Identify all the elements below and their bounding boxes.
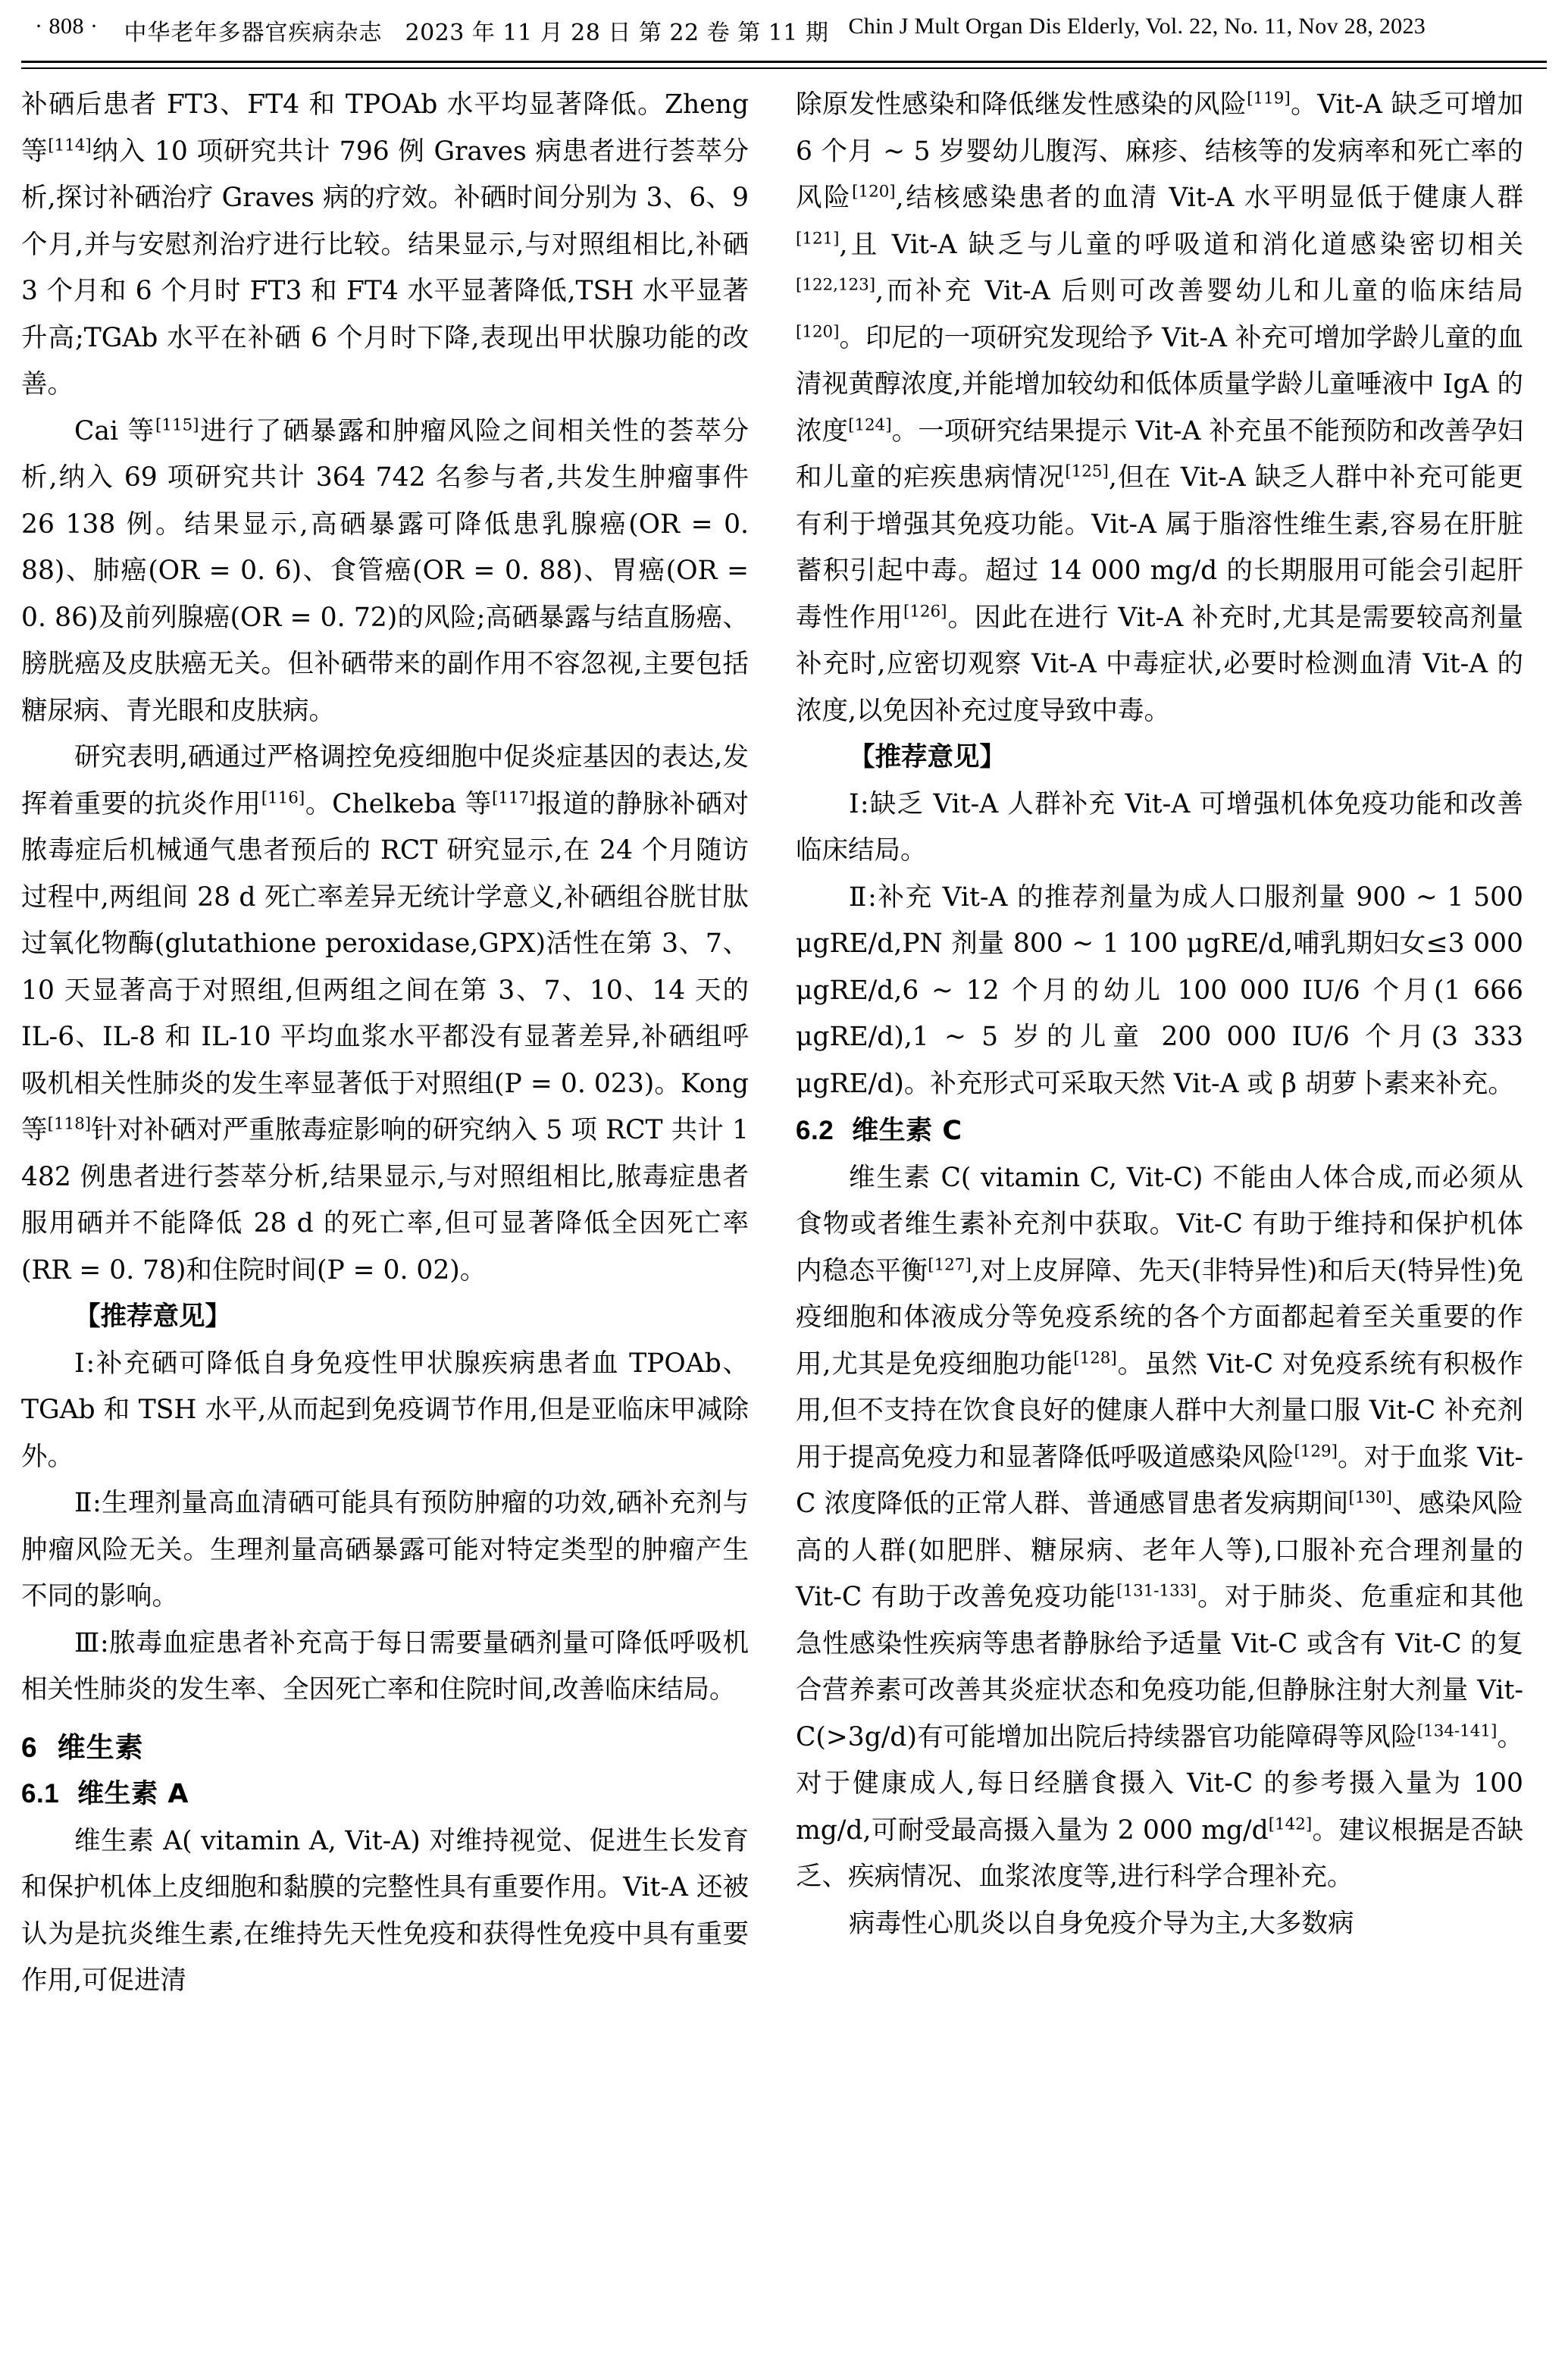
journal-title-chinese: 中华老年多器官疾病杂志 (124, 20, 383, 46)
paragraph-viral-myocarditis: 病毒性心肌炎以自身免疫介导为主,大多数病 (849, 1908, 1354, 1939)
recommendation-selenium-2: Ⅱ:生理剂量高血清硒可能具有预防肿瘤的功效,硒补充剂与肿瘤风险无关。生理剂量高硒暴露可能对特定类型的肿瘤产生不同的影响。 (21, 1488, 749, 1611)
subsection-number-61: 6.1 (21, 1779, 60, 1809)
journal-title-english: Chin J Mult Organ Dis Elderly, Vol. 22, No. 11, Nov 28, 2023 (848, 14, 1426, 39)
running-head (35, 14, 1533, 55)
right-column (796, 82, 1523, 2346)
body-columns (21, 82, 1547, 2346)
header-rule-top (21, 61, 1547, 63)
subsection-title-62: 维生素 C (852, 1116, 962, 1146)
subsection-number-62: 6.2 (796, 1116, 834, 1145)
paragraph-selenium-cancer: Cai 等[115]进行了硒暴露和肿瘤风险之间相关性的荟萃分析,纳入 69 项研究共计 364 742 名参与者,共发生肿瘤事件 26 138 例。结果显示,高硒暴露可降低患乳腺癌(OR = 0. 88)、肺癌(OR = 0. 6)、食管癌(OR = 0. 88)、胃癌(OR = 0. 86)及前列腺癌(OR = 0. 72)的风险;高硒暴露与结直肠癌、膀胱癌及皮肤癌无关。但补硒带来的副作用不容忽视,主要包括糖尿病、青光眼和皮肤病。 (21, 415, 750, 726)
recommendation-vitamin-a-2: Ⅱ:补充 Vit-A 的推荐剂量为成人口服剂量 900 ~ 1 500 μgRE/d,PN 剂量 800 ~ 1 100 μgRE/d,哺乳期妇女≤3 000 μgRE/d,6 ~ 12 个月的幼儿 100 000 IU/6 个月(1 666 μgRE/d),1 ~ 5 岁的儿童 200 000 IU/6 个月(3 333 μgRE/d)。补充形式可采取天然 Vit-A 或 β 胡萝卜素来补充。 (796, 882, 1523, 1099)
subsection-heading-vitamin-c (796, 1107, 1523, 1155)
header-rule-bottom (21, 67, 1547, 69)
recommendation-label-selenium: 【推荐意见】 (74, 1301, 231, 1332)
section-heading-vitamins (21, 1714, 749, 1771)
paragraph-vitamin-a-intro: 维生素 A( vitamin A, Vit-A) 对维持视觉、促进生长发育和保护机体上皮细胞和黏膜的完整性具有重要作用。Vit-A 还被认为是抗炎维生素,在维持先天性免疫和获得性免疫中具有重要作用,可促进清 (21, 1825, 749, 1996)
recommendation-selenium-1: Ⅰ:补充硒可降低自身免疫性甲状腺疾病患者血 TPOAb、TGAb 和 TSH 水平,从而起到免疫调节作用,但是亚临床甲减除外。 (21, 1348, 749, 1472)
issue-info-chinese: 2023 年 11 月 28 日 第 22 卷 第 11 期 (405, 20, 829, 46)
section-title-6: 维生素 (57, 1730, 144, 1764)
subsection-heading-vitamin-a (21, 1771, 749, 1818)
paragraph-vitamin-a-continued: 除原发性感染和降低继发性感染的风险[119]。Vit-A 缺乏可增加 6 个月 ~ 5 岁婴幼儿腹泻、麻疹、结核等的发病率和死亡率的风险[120],结核感染患者的血清 Vit-A 水平明显低于健康人群[121],且 Vit-A 缺乏与儿童的呼吸道和消化道感染密切相关[122,123],而补充 Vit-A 后则可改善婴幼儿和儿童的临床结局[120]。印尼的一项研究发现给予 Vit-A 补充可增加学龄儿童的血清视黄醇浓度,并能增加较幼和低体质量学龄儿童唾液中 IgA 的浓度[124]。一项研究结果提示 Vit-A 补充虽不能预防和改善孕妇和儿童的疟疾患病情况[125],但在 Vit-A 缺乏人群中补充可能更有利于增强其免疫功能。Vit-A 属于脂溶性维生素,容易在肝脏蓄积引起中毒。超过 14 000 mg/d 的长期服用可能会引起肝毒性作用[126]。因此在进行 Vit-A 补充时,尤其是需要较高剂量补充时,应密切观察 Vit-A 中毒症状,必要时检测血清 Vit-A 的浓度,以免因补充过度导致中毒。 (796, 89, 1524, 726)
page-number: · 808 · (35, 14, 99, 39)
recommendation-vitamin-a-1: Ⅰ:缺乏 Vit-A 人群补充 Vit-A 可增强机体免疫功能和改善临床结局。 (796, 788, 1523, 866)
paragraph-selenium-inflammation: 研究表明,硒通过严格调控免疫细胞中促炎症基因的表达,发挥着重要的抗炎作用[116]。Chelkeba 等[117]报道的静脉补硒对脓毒症后机械通气患者预后的 RCT 研究显示,在 24 个月随访过程中,两组间 28 d 死亡率差异无统计学意义,补硒组谷胱甘肽过氧化物酶(glutathione peroxidase,GPX)活性在第 3、7、10 天显著高于对照组,但两组之间在第 3、7、10、14 天的 IL-6、IL-8 和 IL-10 平均血浆水平都没有显著差异,补硒组呼吸机相关性肺炎的发生率显著低于对照组(P = 0. 023)。Kong 等[118]针对补硒对严重脓毒症影响的研究纳入 5 项 RCT 共计 1 482 例患者进行荟萃分析,结果显示,与对照组相比,脓毒症患者服用硒并不能降低 28 d 的死亡率,但可显著降低全因死亡率(RR = 0. 78)和住院时间(P = 0. 02)。 (21, 742, 750, 1286)
recommendation-label-vitamin-a: 【推荐意见】 (849, 742, 1006, 772)
paragraph-vitamin-c-intro: 维生素 C( vitamin C, Vit-C) 不能由人体合成,而必须从食物或者维生素补充剂中获取。Vit-C 有助于维持和保护机体内稳态平衡[127],对上皮屏障、先天(非特异性)和后天(特异性)免疫细胞和体液成分等免疫系统的各个方面都起着至关重要的作用,尤其是免疫细胞功能[128]。虽然 Vit-C 对免疫系统有积极作用,但不支持在饮食良好的健康人群中大剂量口服 Vit-C 补充剂用于提高免疫力和显著降低呼吸道感染风险[129]。对于血浆 Vit-C 浓度降低的正常人群、普通感冒患者发病期间[130]、感染风险高的人群(如肥胖、糖尿病、老年人等),口服补充合理剂量的 Vit-C 有助于改善免疫功能[131-133]。对于肺炎、危重症和其他急性感染性疾病等患者静脉给予适量 Vit-C 或含有 Vit-C 的复合营养素可改善其炎症状态和免疫功能,但静脉注射大剂量 Vit-C(>3g/d)有可能增加出院后持续器官功能障碍等风险[134-141]。对于健康成人,每日经膳食摄入 Vit-C 的参考摄入量为 100 mg/d,可耐受最高摄入量为 2 000 mg/d[142]。建议根据是否缺乏、疾病情况、血浆浓度等,进行科学合理补充。 (796, 1162, 1523, 1892)
paragraph-selenium-thyroid: 补硒后患者 FT3、FT4 和 TPOAb 水平均显著降低。Zheng 等[114]纳入 10 项研究共计 796 例 Graves 病患者进行荟萃分析,探讨补硒治疗 Graves 病的疗效。补硒时间分别为 3、6、9 个月,并与安慰剂治疗进行比较。结果显示,与对照组相比,补硒 3 个月和 6 个月时 FT3 和 FT4 水平显著降低,TSH 水平显著升高;TGAb 水平在补硒 6 个月时下降,表现出甲状腺功能的改善。 (21, 89, 750, 399)
section-number-6: 6 (21, 1731, 38, 1763)
subsection-title-61: 维生素 A (77, 1779, 189, 1809)
recommendation-selenium-3: Ⅲ:脓毒血症患者补充高于每日需要量硒剂量可降低呼吸机相关性肺炎的发生率、全因死亡率和住院时间,改善临床结局。 (21, 1627, 749, 1705)
left-column (21, 82, 749, 2346)
